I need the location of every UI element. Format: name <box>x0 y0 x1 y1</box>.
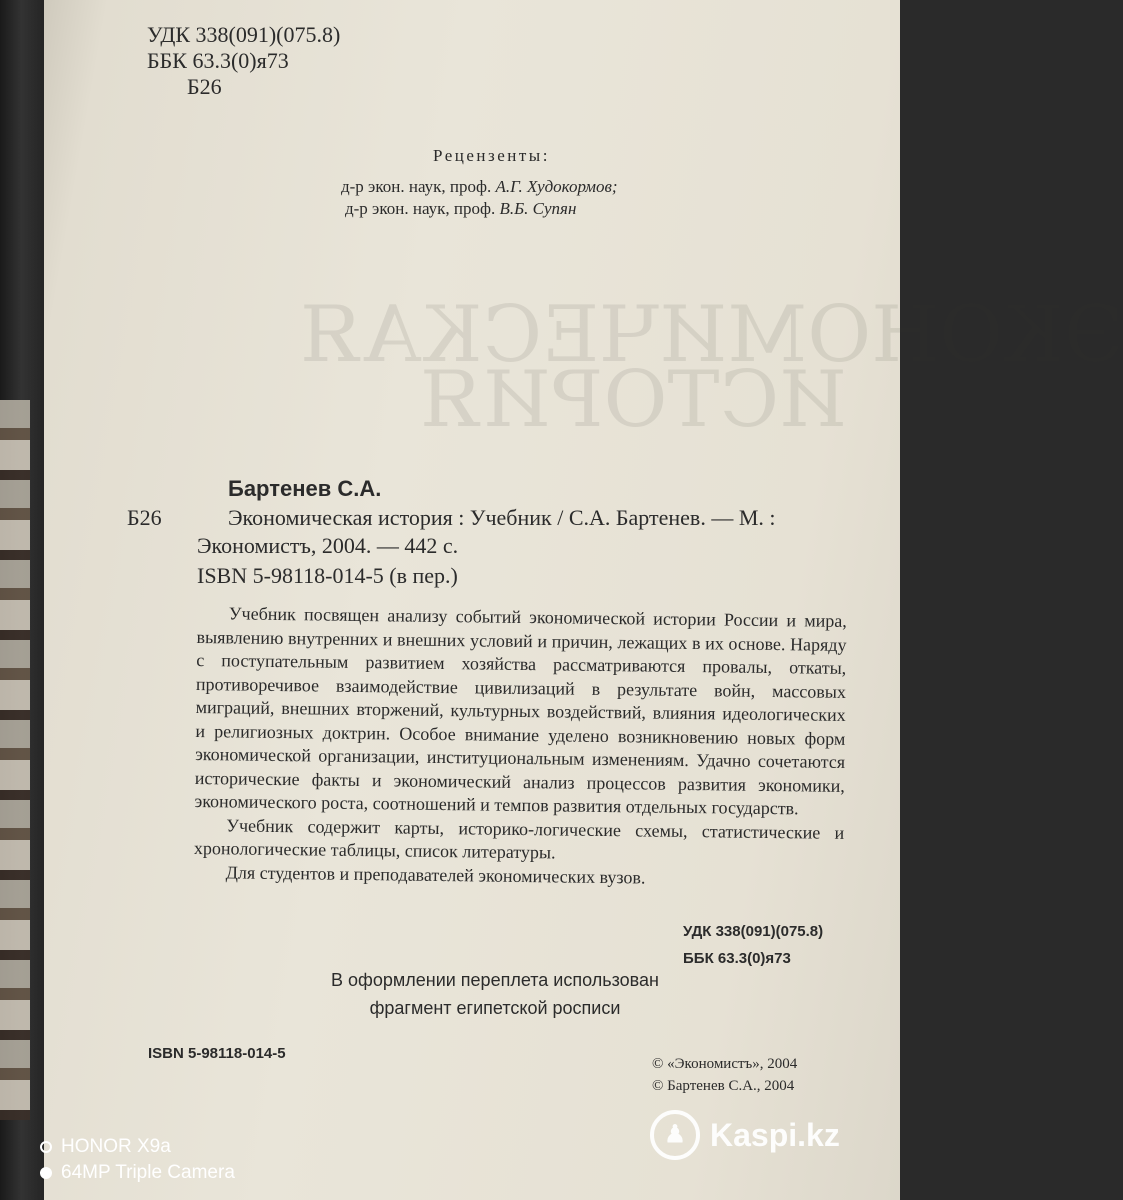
author-code: Б26 <box>187 74 222 99</box>
ring-icon <box>40 1141 52 1153</box>
reviewer-name: В.Б. Супян <box>499 199 577 218</box>
annotation <box>194 602 847 892</box>
footer-codes <box>683 918 823 972</box>
isbn: ISBN 5-98118-014-5 <box>148 1045 286 1062</box>
camera-watermark: HONOR X9a 64MP Triple Camera <box>40 1134 235 1186</box>
bleed-through-text: ИСТОРИЯ <box>420 355 848 445</box>
citation-code: Б26 <box>127 505 162 530</box>
reviewer-line: д-р экон. наук, проф. В.Б. Супян <box>345 199 577 218</box>
reviewer-name: А.Г. Худокормов; <box>495 177 618 196</box>
citation-publisher-line: Экономистъ, 2004. — 442 с. <box>197 533 459 558</box>
citation-author: Бартенев С.А. <box>228 476 382 501</box>
kaspi-logo-icon: ♟ <box>650 1110 700 1160</box>
cover-note: В оформлении переплета использован фрагмент египетской росписи <box>331 970 659 1018</box>
bbk-code: ББК 63.3(0)я73 <box>683 950 791 967</box>
cover-edge-decoration <box>0 400 30 1120</box>
udk-code: УДК 338(091)(075.8) <box>147 22 341 47</box>
annotation-paragraph: Учебник посвящен анализу событий экономической истории России и мира, выявлению внутренних и внешних условий и причин, лежащих в их основе. Наряду с поступательным развитием хозяйства рассматриваются провалы, откаты, противоречивое взаимодействие цивилизаций в результате войн, массовых миграций, внешних вторжений, культурных воздействий, влияния идеологических и религиозных доктрин. Особое внимание уделено возникновению новых форм экономической организации, институциональным изменениям. Удачно сочетаются исторические факты и экономический анализ процессов развития экономики, экономического роста, соотношений и темпов развития отдельных государств. <box>194 603 847 819</box>
copyright: © «Экономистъ», 2004 © Бартенев С.А., 2004 <box>652 1056 798 1094</box>
dot-icon <box>40 1167 52 1179</box>
bbk-code: ББК 63.3(0)я73 <box>147 48 289 73</box>
annotation-paragraph: Учебник содержит карты, историко-логические схемы, статистические и хронологические таблицы, список литературы. <box>193 814 845 863</box>
bleed-through-text: ЭКОНОМИЧЕСКАЯ <box>300 290 1123 380</box>
header-codes <box>147 22 340 100</box>
reviewer-line: д-р экон. наук, проф. А.Г. Худокормов; <box>341 177 618 196</box>
udk-code: УДК 338(091)(075.8) <box>683 923 824 940</box>
annotation-paragraph: Для студентов и преподавателей экономических вузов. <box>225 861 646 887</box>
citation-isbn-line: ISBN 5-98118-014-5 (в пер.) <box>197 563 458 588</box>
reviewers-title: Рецензенты: <box>433 146 550 165</box>
kaspi-watermark: ♟ Kaspi.kz <box>650 1110 840 1160</box>
citation-title-line: Экономическая история : Учебник / С.А. Бартенев. — М. : <box>228 505 776 530</box>
